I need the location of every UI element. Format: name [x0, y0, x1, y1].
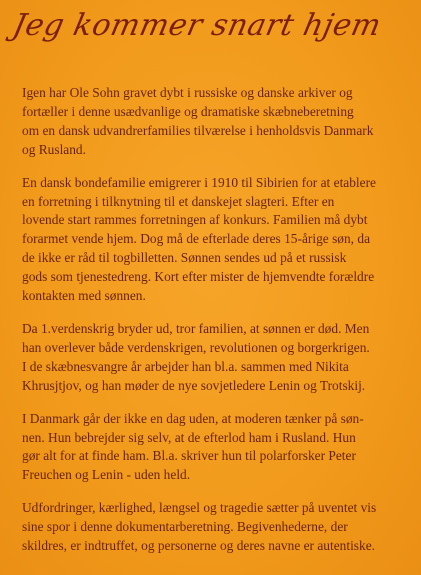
blurb-paragraph-5: Udfordringer, kærlighed, længsel og tragedie sætter på uventet vis sine spor i denne dokumentarberetning. Begivenhederne, der skildres, er indtruffet, og personerne og deres navne er autentiske. — [22, 500, 377, 554]
blurb-text — [22, 84, 408, 570]
blurb-paragraph-1: Igen har Ole Sohn gravet dybt i russiske og danske arkiver og fortæller i denne usædvanlige og dramatiske skæbneberetning om en dansk udvandrerfamilies tilværelse i henholdsvis Danmark og Rusland. — [22, 85, 374, 157]
blurb-paragraph-3: Da 1.verdenskrig bryder ud, tror familien, at sønnen er død. Men han overlever både verdenskrigen, revolutionen og borgerkrigen. I de skæbnesvangre år arbejder han bl.a. sammen med Nikita Khrusjtjov, og han møder de nye sovjetledere Lenin og Trotskij. — [22, 320, 370, 393]
handwritten-title: Jeg kommer snart hjem — [9, 8, 385, 43]
blurb-paragraph-2: En dansk bondefamilie emigrerer i 1910 til Sibirien for at etablere en forretning i tilknytning til et danskejet slagteri. Efter en lovende start rammes forretningen af konkurs. Familien må dybt forarmet vende hjem. Dog må de efterlade deres 15-årige søn, da de ikke er råd til togbilletten. Sønnen sendes ud på et russisk gods som tjenestedreng. Kort efter mister de hjemvendte forældre kontakten med sønnen. — [22, 174, 376, 304]
blurb-paragraph-4: I Danmark går der ikke en dag uden, at moderen tænker på søn- nen. Hun bebrejder sig selv, at de efterlod ham i Rusland. Hun gør alt for at finde ham. Bl.a. skriver hun til polarforsker Peter Freuchen og Lenin - uden held. — [22, 410, 364, 483]
